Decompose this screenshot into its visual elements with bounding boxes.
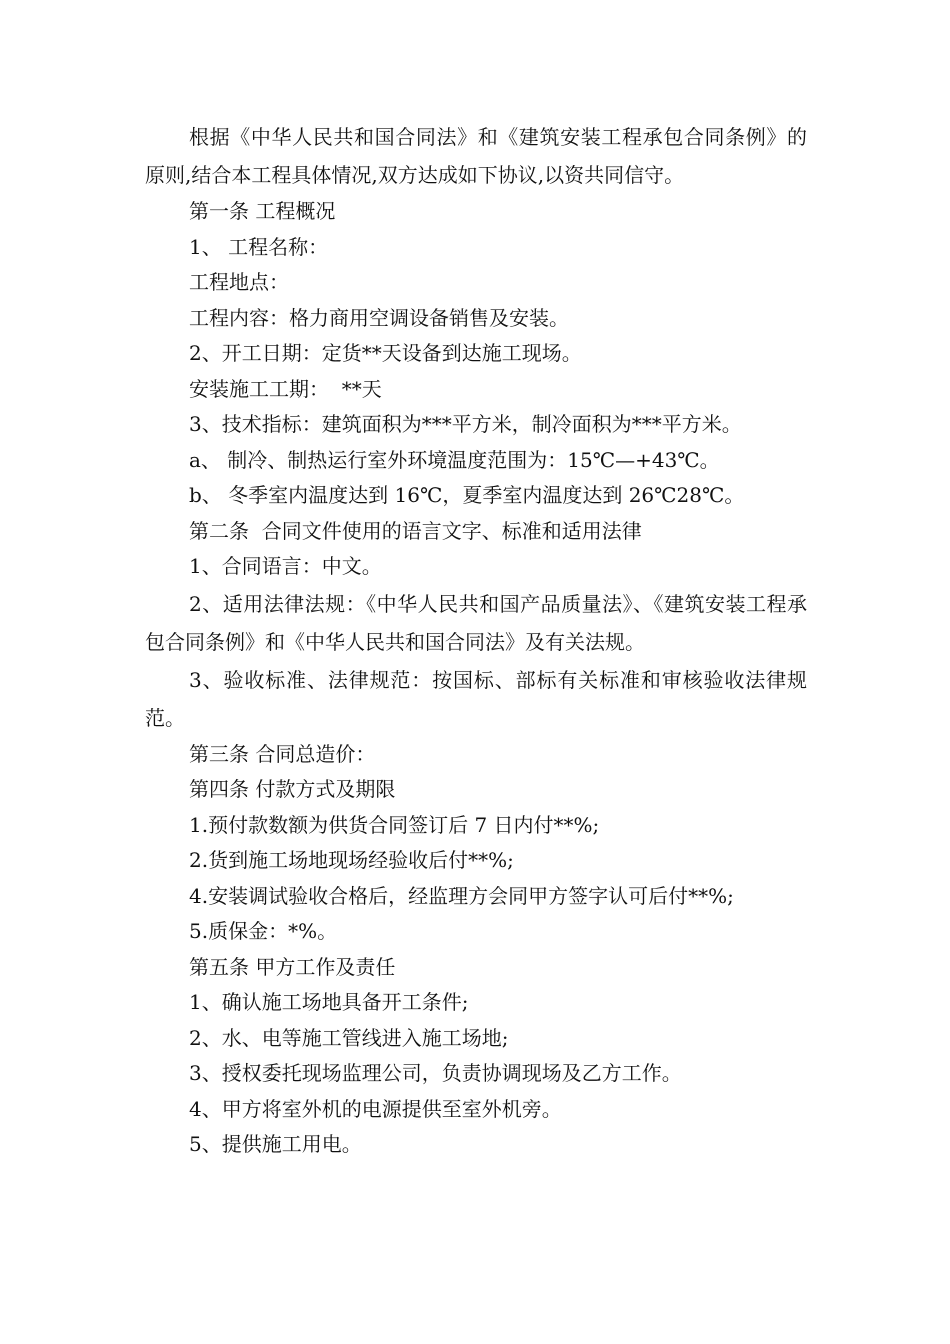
outdoor-temperature-line: a、 制冷、制热运行室外环境温度范围为：15℃—+43℃。: [189, 447, 720, 472]
indoor-temperature-line: b、 冬季室内温度达到 16℃，夏季室内温度达到 26℃28℃。: [189, 483, 745, 507]
party-a-duty-2: 2、水、电等施工管线进入施工场地;: [189, 1025, 509, 1050]
party-a-duty-5: 5、提供施工用电。: [189, 1132, 362, 1156]
intro-paragraph: 根据《中华人民共和国合同法》和《建筑安装工程承包合同条例》的原则,结合本工程具体情况,双方达成如下协议,以资共同信守。: [145, 125, 807, 187]
acceptance-standards-paragraph: 3、验收标准、法律规范：按国标、部标有关标准和审核验收法律规范。: [145, 667, 807, 730]
start-date-line: 2、开工日期：定货**天设备到达施工现场。: [189, 341, 582, 365]
project-location-line: 工程地点：: [189, 270, 289, 294]
technical-indicators-line: 3、技术指标：建筑面积为***平方米，制冷面积为***平方米。: [189, 412, 742, 436]
project-name-line: 1、 工程名称：: [189, 234, 329, 259]
installation-payment-line: 4.安装调试验收合格后，经监理方会同甲方签字认可后付**%;: [189, 883, 734, 908]
construction-period-line: 安装施工工期： **天: [189, 376, 382, 401]
article-1-heading: 第一条 工程概况: [189, 199, 336, 223]
advance-payment-line: 1.预付款数额为供货合同签订后 7 日内付**%;: [189, 812, 600, 837]
article-3-heading: 第三条 合同总造价：: [189, 741, 376, 766]
party-a-duty-3: 3、授权委托现场监理公司，负责协调现场及乙方工作。: [189, 1061, 682, 1085]
delivery-payment-line: 2.货到施工场地现场经验收后付**%;: [189, 848, 514, 872]
article-4-heading: 第四条 付款方式及期限: [189, 777, 396, 801]
article-2-heading: 第二条 合同文件使用的语言文字、标准和适用法律: [189, 518, 642, 543]
document-body: [145, 118, 807, 1163]
party-a-duty-4: 4、甲方将室外机的电源提供至室外机旁。: [189, 1096, 562, 1121]
warranty-deposit-line: 5.质保金：*%。: [189, 919, 338, 943]
contract-language-line: 1、合同语言：中文。: [189, 554, 382, 578]
party-a-duty-1: 1、确认施工场地具备开工条件;: [189, 990, 469, 1014]
article-5-heading: 第五条 甲方工作及责任: [189, 954, 396, 979]
project-content-line: 工程内容：格力商用空调设备销售及安装。: [189, 305, 569, 330]
applicable-laws-paragraph: 2、适用法律法规：《中华人民共和国产品质量法》、《建筑安装工程承包合同条例》和《中华人民共和国合同法》及有关法规。: [145, 591, 807, 654]
